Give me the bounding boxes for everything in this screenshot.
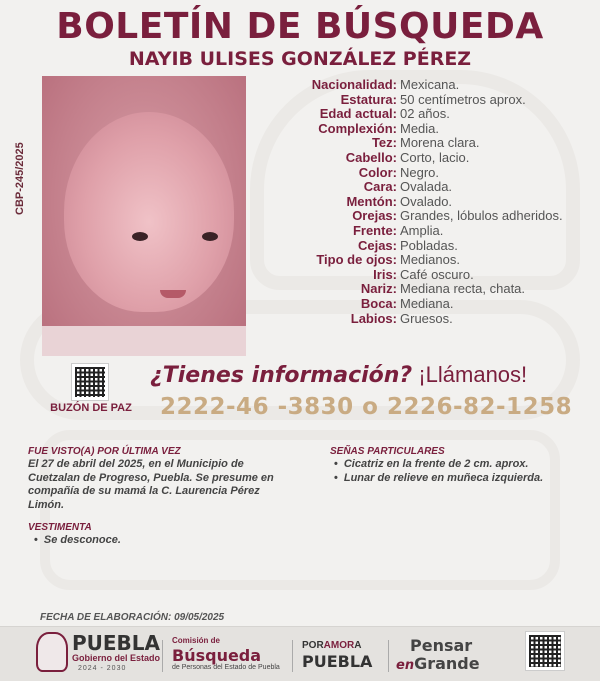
senas-item: • Lunar de relieve en muñeca izquierda. bbox=[334, 472, 584, 486]
detail-row bbox=[260, 180, 590, 195]
detail-label: Tipo de ojos: bbox=[316, 252, 397, 268]
detail-label: Estatura: bbox=[340, 91, 397, 107]
detail-label: Iris: bbox=[373, 266, 397, 282]
detail-row bbox=[260, 78, 590, 93]
detail-label: Labios: bbox=[350, 310, 397, 326]
detail-row bbox=[260, 312, 590, 327]
vestimenta-list bbox=[34, 534, 121, 548]
por-amor-a-logo bbox=[302, 640, 361, 651]
detail-value: Café oscuro. bbox=[400, 266, 474, 282]
buzon-qr-code[interactable] bbox=[72, 364, 108, 400]
detail-row bbox=[260, 253, 590, 268]
senas-item: • Cicatriz en la frente de 2 cm. aprox. bbox=[334, 458, 584, 472]
detail-value: Amplia. bbox=[400, 222, 444, 238]
government-years: 2024 - 2030 bbox=[78, 665, 127, 672]
en-grande-text bbox=[396, 654, 480, 673]
footer-divider bbox=[162, 640, 163, 672]
detail-value: Corto, lacio. bbox=[400, 149, 470, 165]
last-seen-text: El 27 de abril del 2025, en el Municipio de Cuetzalan de Progreso, Puebla. Se presume en compañía de su mamá la C. Laurencia Pérez Limón. bbox=[28, 458, 274, 511]
puebla-logo: PUEBLA bbox=[72, 631, 161, 655]
detail-label: Color: bbox=[358, 164, 397, 180]
contact-question bbox=[150, 362, 527, 388]
footer-qr-code[interactable] bbox=[526, 632, 564, 670]
photo-shirt bbox=[42, 326, 246, 356]
detail-value: Mexicana. bbox=[400, 77, 460, 92]
case-number: CBP-245/2025 bbox=[14, 142, 26, 215]
comision-label: Comisión de bbox=[172, 636, 221, 645]
senas-list bbox=[334, 458, 584, 485]
detail-label: Edad actual: bbox=[319, 106, 397, 122]
a-text: A bbox=[354, 640, 362, 651]
call-text: ¡Llámanos! bbox=[418, 362, 528, 387]
footer-divider bbox=[388, 640, 389, 672]
detail-label: Nacionalidad: bbox=[311, 77, 397, 92]
detail-value: 02 años. bbox=[400, 106, 450, 122]
detail-value: Media. bbox=[400, 120, 440, 136]
detail-label: Boca: bbox=[360, 295, 397, 311]
detail-label: Nariz: bbox=[360, 281, 397, 297]
state-seal-icon bbox=[36, 632, 68, 672]
pensar-en-grande-logo: Pensar bbox=[410, 636, 473, 655]
detail-row bbox=[260, 239, 590, 254]
detail-label: Mentón: bbox=[346, 193, 397, 209]
detail-value: Morena clara. bbox=[400, 135, 480, 151]
detail-value: Mediana recta, chata. bbox=[400, 281, 526, 297]
detail-row bbox=[260, 122, 590, 137]
detail-label: Cara: bbox=[363, 179, 397, 195]
missing-person-photo bbox=[42, 76, 246, 356]
detail-value: Ovalada. bbox=[400, 179, 453, 195]
buzon-de-paz-label: BUZÓN DE PAZ bbox=[50, 402, 132, 414]
gobierno-label: Gobierno del Estado bbox=[72, 653, 161, 663]
vestimenta-item: • Se desconoce. bbox=[34, 534, 121, 548]
detail-row bbox=[260, 166, 590, 181]
contact-phones[interactable]: 2222-46 -3830 o 2226-82-1258 bbox=[160, 394, 573, 420]
photo-eye bbox=[132, 232, 148, 241]
detail-value: 50 centímetros aprox. bbox=[400, 91, 526, 107]
detail-row bbox=[260, 107, 590, 122]
comision-busqueda-logo: Búsqueda bbox=[172, 646, 262, 665]
detail-row bbox=[260, 136, 590, 151]
detail-label: Cabello: bbox=[345, 149, 397, 165]
detail-value: Grandes, lóbulos adheridos. bbox=[400, 208, 563, 224]
last-seen-heading: FUE VISTO(A) POR ÚLTIMA VEZ bbox=[28, 446, 181, 457]
detail-label: Cejas: bbox=[357, 237, 397, 253]
senas-heading: SEÑAS PARTICULARES bbox=[330, 446, 445, 457]
detail-label: Frente: bbox=[352, 222, 397, 238]
detail-value: Pobladas. bbox=[400, 237, 458, 253]
physical-description bbox=[260, 78, 590, 326]
detail-label: Orejas: bbox=[352, 208, 397, 224]
detail-row bbox=[260, 268, 590, 283]
detail-label: Tez: bbox=[371, 135, 397, 151]
detail-value: Negro. bbox=[400, 164, 440, 180]
photo-eye bbox=[202, 232, 218, 241]
detail-label: Complexión: bbox=[318, 120, 397, 136]
detail-row bbox=[260, 297, 590, 312]
bulletin-title: BOLETÍN DE BÚSQUEDA bbox=[56, 6, 544, 47]
detail-value: Medianos. bbox=[400, 252, 460, 268]
photo-face bbox=[64, 112, 234, 312]
detail-row bbox=[260, 209, 590, 224]
en-text: en bbox=[396, 658, 415, 673]
vestimenta-heading: VESTIMENTA bbox=[28, 522, 92, 533]
grande-text: Grande bbox=[414, 654, 480, 673]
detail-row bbox=[260, 195, 590, 210]
photo-mouth bbox=[160, 290, 186, 298]
detail-value: Gruesos. bbox=[400, 310, 453, 326]
footer-divider bbox=[292, 640, 293, 672]
question-text: ¿Tienes información? bbox=[150, 363, 413, 388]
comision-subtitle: de Personas del Estado de Puebla bbox=[172, 664, 280, 671]
por-amor-puebla-text: PUEBLA bbox=[302, 652, 373, 671]
detail-value: Ovalado. bbox=[400, 193, 453, 209]
detail-row bbox=[260, 93, 590, 108]
detail-row bbox=[260, 151, 590, 166]
detail-row bbox=[260, 282, 590, 297]
missing-person-name: NAYIB ULISES GONZÁLEZ PÉREZ bbox=[128, 48, 472, 70]
amor-text: AMOR bbox=[323, 640, 355, 651]
detail-row bbox=[260, 224, 590, 239]
por-text: POR bbox=[302, 640, 324, 651]
elaboration-date: FECHA DE ELABORACIÓN: 09/05/2025 bbox=[40, 612, 225, 623]
detail-value: Mediana. bbox=[400, 295, 454, 311]
